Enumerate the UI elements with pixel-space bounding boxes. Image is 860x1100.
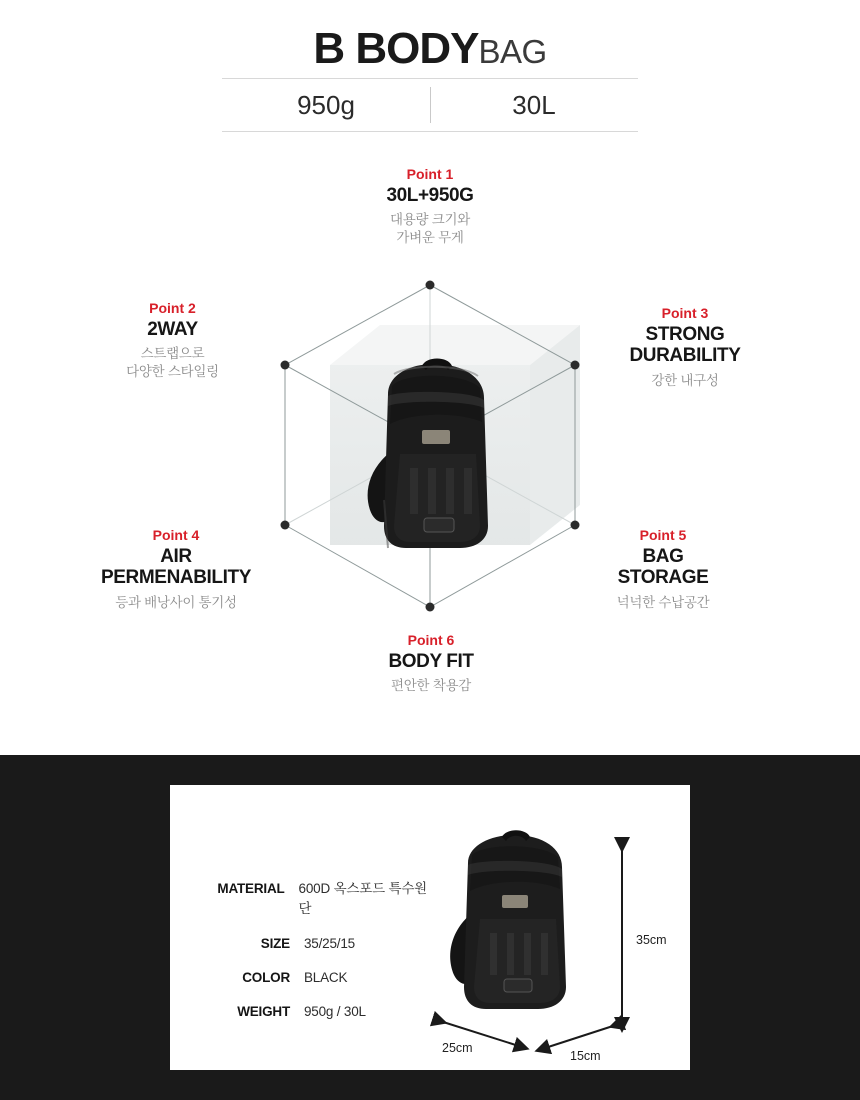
point-3-desc: 강한 내구성 xyxy=(651,372,719,388)
feature-point-5 xyxy=(552,527,774,612)
feature-point-2 xyxy=(55,300,290,382)
spec-value-weight: 950g / 30L xyxy=(304,1004,366,1019)
point-1-desc-line1: 대용량 크기와 xyxy=(390,212,470,228)
point-1-label: Point 1 xyxy=(406,166,454,182)
spec-key-weight: WEIGHT xyxy=(237,1004,290,1019)
point-4-title-line2: PERMENABILITY xyxy=(101,567,251,589)
point-3-title-line2: DURABILITY xyxy=(629,345,741,367)
feature-point-4 xyxy=(35,527,317,612)
point-6-label: Point 6 xyxy=(407,632,455,648)
point-2-desc-line2: 다양한 스타일링 xyxy=(126,364,219,380)
point-5-title-line2: STORAGE xyxy=(617,567,709,589)
dimension-arrows-icon xyxy=(170,785,690,1070)
page-title xyxy=(0,24,860,74)
point-1-title: 30L+950G xyxy=(386,185,474,206)
spec-summary-bar xyxy=(222,78,638,132)
point-2-label: Point 2 xyxy=(149,300,196,316)
feature-hexagon-diagram xyxy=(0,150,860,730)
spec-volume: 30L xyxy=(512,89,556,120)
point-3-title xyxy=(560,324,810,367)
point-3-title-line1: STRONG xyxy=(645,324,725,345)
point-4-desc: 등과 배낭사이 통기성 xyxy=(115,594,237,610)
point-5-desc: 넉넉한 수납공간 xyxy=(616,594,710,610)
point-6-desc: 편안한 착용감 xyxy=(391,678,471,694)
point-4-label: Point 4 xyxy=(152,527,200,543)
title-main: B BODY xyxy=(313,24,479,73)
specification-card xyxy=(170,785,690,1070)
feature-point-1 xyxy=(283,166,577,248)
specification-section xyxy=(0,755,860,1100)
point-2-desc xyxy=(55,345,290,381)
point-2-desc-line1: 스트랩으로 xyxy=(140,346,205,362)
backpack-product-image xyxy=(348,350,518,565)
point-1-desc xyxy=(283,211,577,247)
point-3-label: Point 3 xyxy=(661,305,709,321)
spec-key-size: SIZE xyxy=(260,936,290,951)
point-1-desc-line2: 가벼운 무게 xyxy=(396,230,464,246)
point-5-label: Point 5 xyxy=(639,527,687,543)
point-4-title xyxy=(35,546,317,589)
point-4-title-line1: AIR xyxy=(160,546,192,567)
dimension-width-label: 25cm xyxy=(442,1041,473,1055)
spec-weight: 950g xyxy=(297,89,355,120)
feature-point-3 xyxy=(560,305,810,390)
dimension-depth-label: 15cm xyxy=(570,1049,601,1063)
dimension-height-label: 35cm xyxy=(636,933,667,947)
title-sub: BAG xyxy=(478,33,547,70)
point-2-title: 2WAY xyxy=(147,319,198,340)
spec-value-size: 35/25/15 xyxy=(304,936,355,951)
spec-value-color: BLACK xyxy=(304,970,348,985)
point-6-title: BODY FIT xyxy=(388,651,474,672)
spec-divider xyxy=(430,87,431,123)
spec-key-color: COLOR xyxy=(242,970,290,985)
spec-value-material: 600D 옥스포드 특수원단 xyxy=(298,881,428,916)
point-5-title-line1: BAG xyxy=(642,546,684,567)
feature-point-6 xyxy=(300,632,562,695)
point-5-title xyxy=(552,546,774,589)
spec-key-material: MATERIAL xyxy=(217,881,285,896)
